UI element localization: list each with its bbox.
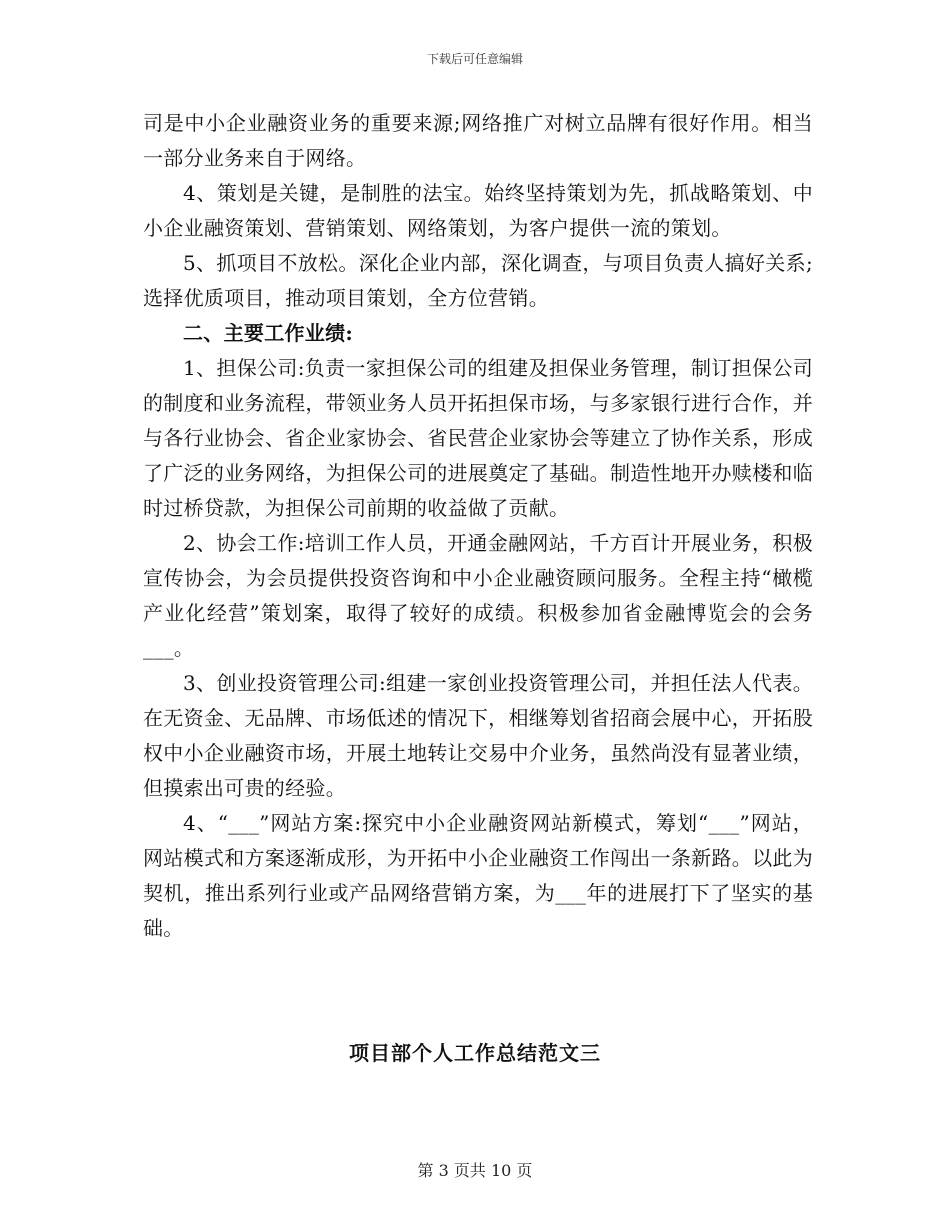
page-footer: 第 3 页共 10 页 xyxy=(417,1161,533,1180)
page-header: 下载后可任意编辑 xyxy=(426,52,523,66)
paragraph-achievement-4-website: 4、“___”网站方案:探究中小企业融资网站新模式，筹划“___”网站，网站模式和方案逐渐成形，为开拓中小企业融资工作闯出一条新路。以此为契机，推出系列行业或产品网络营销方案，为___年的进展打下了坚实的基础。 xyxy=(143,811,813,940)
section-heading-achievements: 二、主要工作业绩: xyxy=(183,321,354,345)
document-body xyxy=(143,106,813,946)
paragraph-achievement-1-guarantee: 1、担保公司:负责一家担保公司的组建及担保业务管理，制订担保公司的制度和业务流程，带领业务人员开拓担保市场，与多家银行进行合作，并与各行业协会、省企业家协会、省民营企业家协会等建立了协作关系，形成了广泛的业务网络，为担保公司的进展奠定了基础。制造性地开办赎楼和临时过桥贷款，为担保公司前期的收益做了贡献。 xyxy=(143,356,813,520)
paragraph-achievement-2-association: 2、协会工作:培训工作人员，开通金融网站，千方百计开展业务，积极宣传协会，为会员提供投资咨询和中小企业融资顾问服务。全程主持“橄榄产业化经营”策划案，取得了较好的成绩。积极参加省金融博览会的会务___。 xyxy=(143,531,813,660)
section-title: 项目部个人工作总结范文三 xyxy=(349,1041,601,1065)
paragraph-item-4-planning: 4、策划是关键，是制胜的法宝。始终坚持策划为先，抓战略策划、中小企业融资策划、营销策划、网络策划，为客户提供一流的策划。 xyxy=(143,181,813,240)
paragraph-continued: 司是中小企业融资业务的重要来源;网络推广对树立品牌有很好作用。相当一部分业务来自于网络。 xyxy=(143,111,813,170)
paragraph-achievement-3-venture: 3、创业投资管理公司:组建一家创业投资管理公司，并担任法人代表。在无资金、无品牌、市场低述的情况下，相继筹划省招商会展中心，开拓股权中小企业融资市场，开展土地转让交易中介业务，虽然尚没有显著业绩，但摸索出可贵的经验。 xyxy=(143,671,813,800)
paragraph-item-5-projects: 5、抓项目不放松。深化企业内部，深化调查，与项目负责人搞好关系;选择优质项目，推动项目策划，全方位营销。 xyxy=(143,251,813,310)
